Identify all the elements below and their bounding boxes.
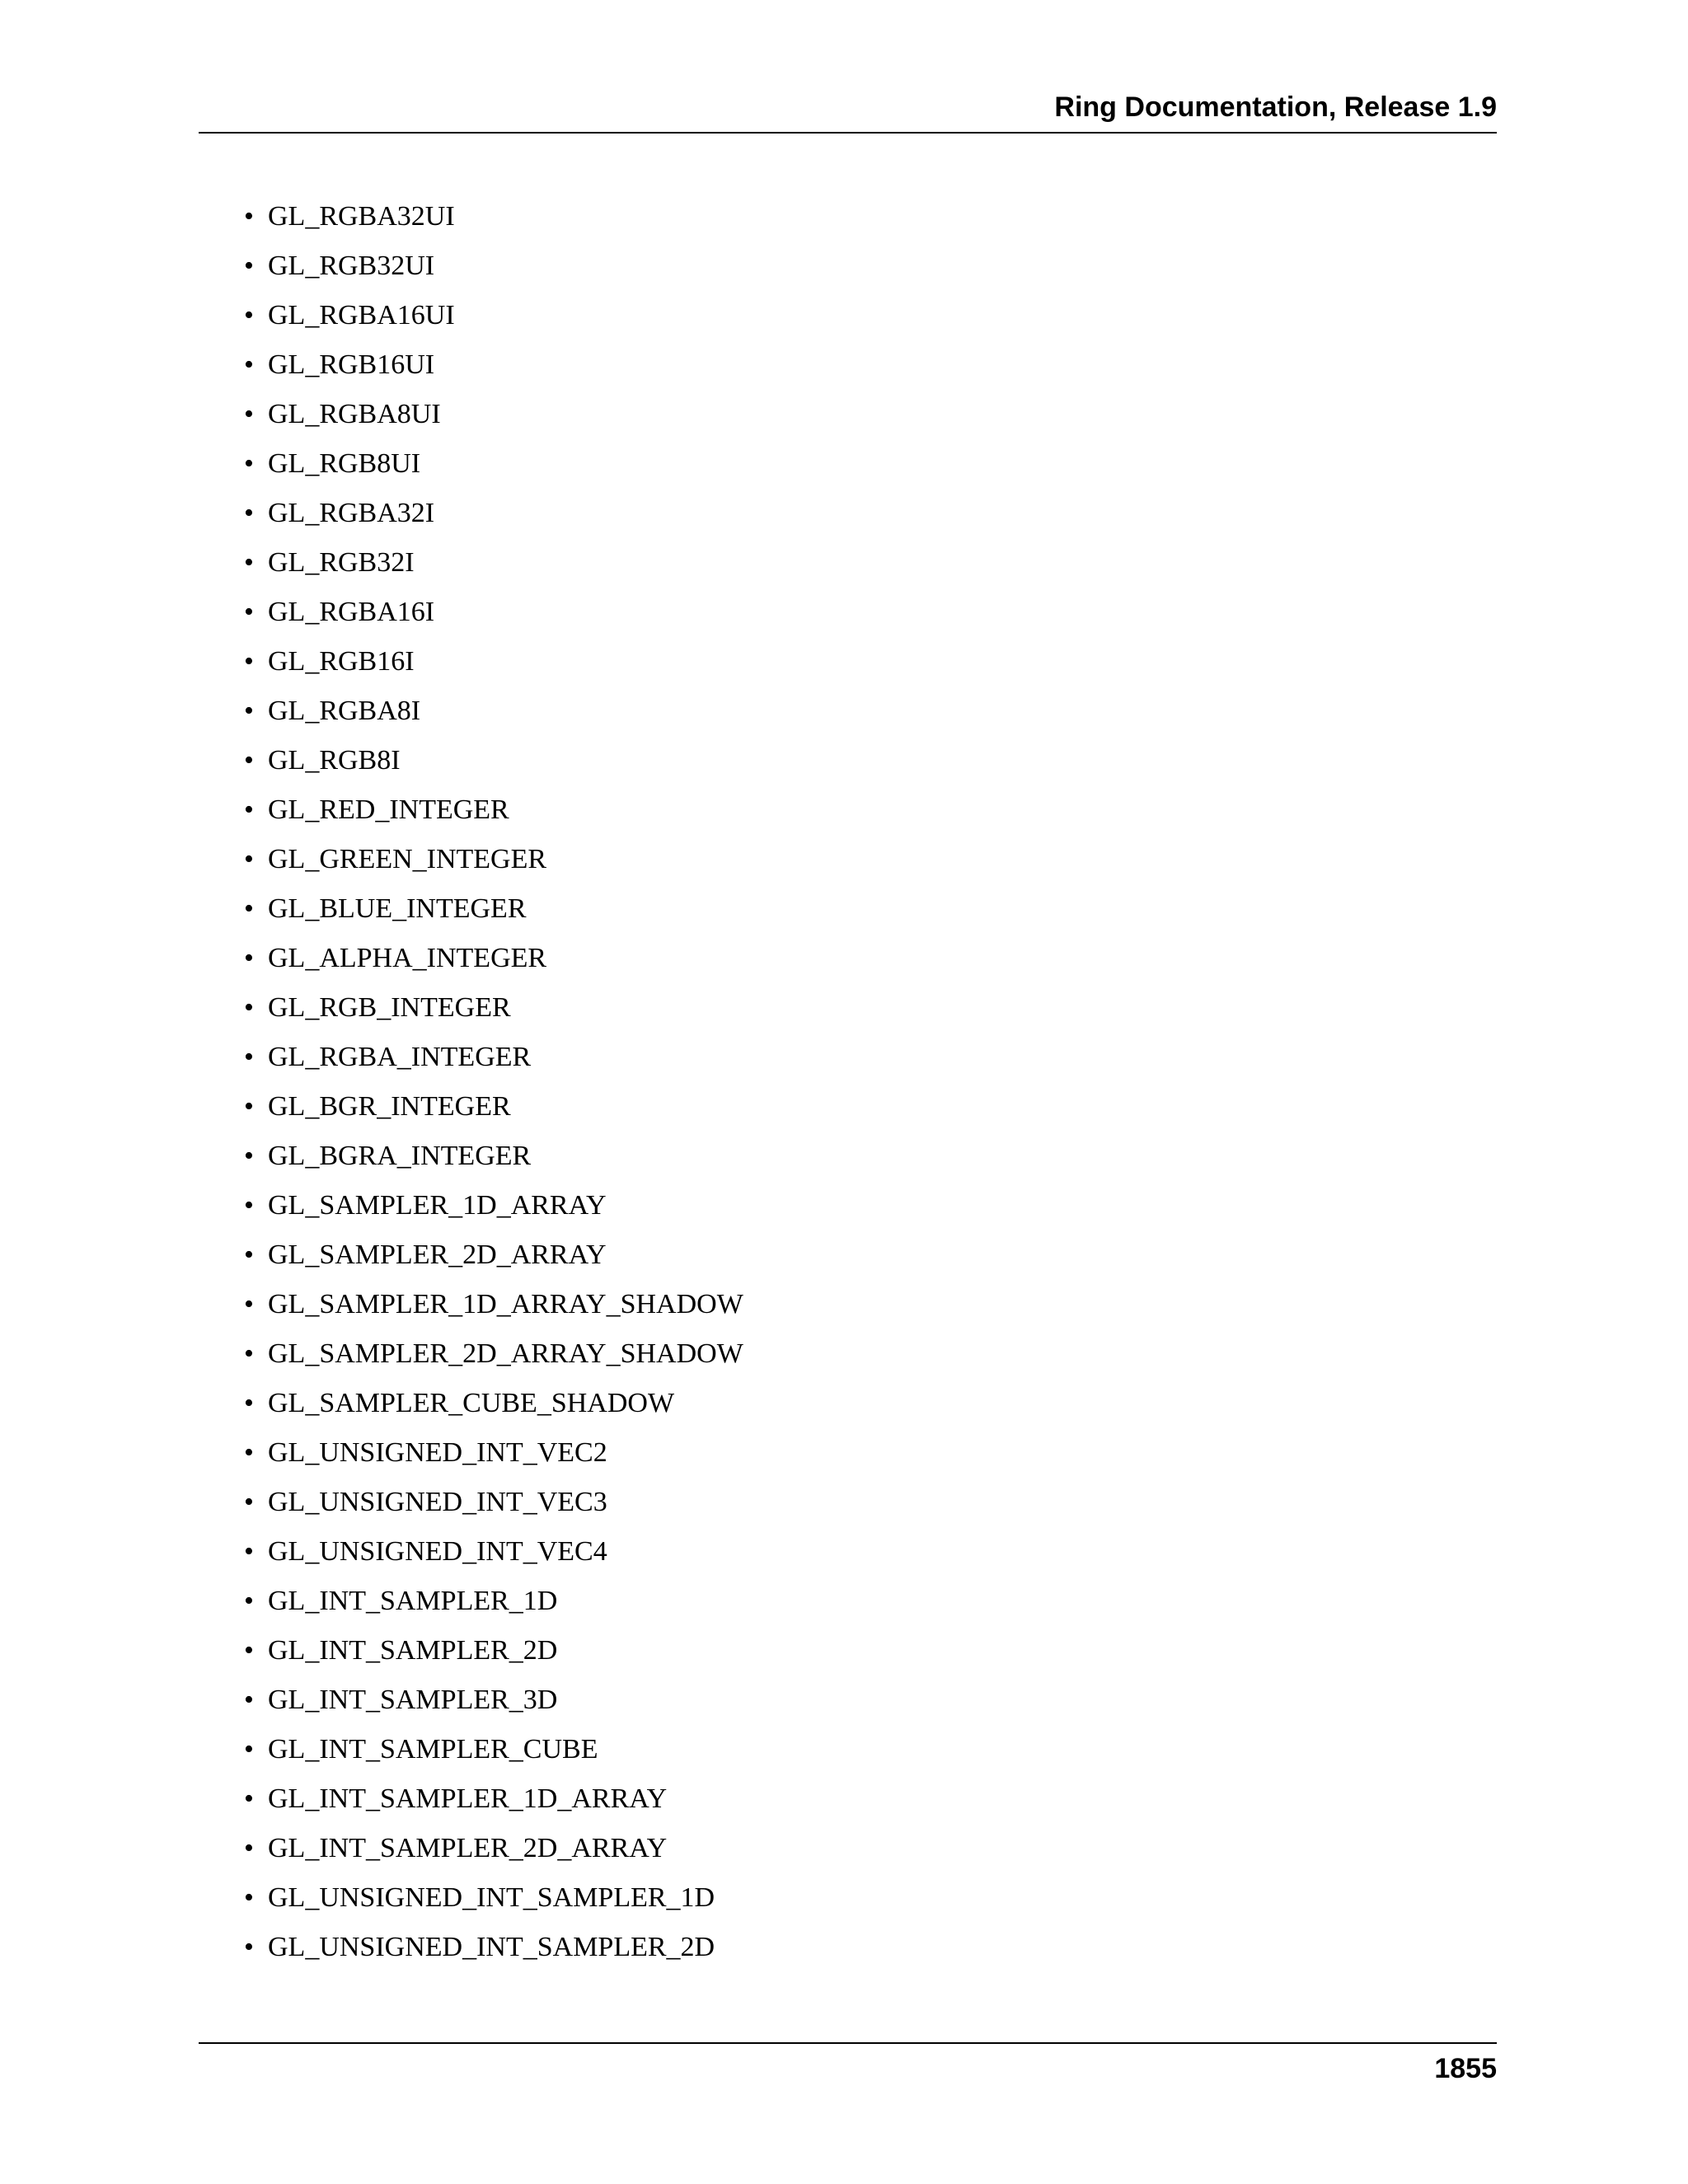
bullet-icon: •	[244, 1833, 254, 1863]
bullet-icon: •	[244, 300, 254, 330]
page-number: 1855	[1434, 2053, 1497, 2084]
bullet-icon: •	[244, 1635, 254, 1666]
list-item-text: GL_RGBA32UI	[268, 201, 455, 232]
list-item-text: GL_UNSIGNED_INT_VEC3	[268, 1487, 607, 1517]
bullet-icon: •	[244, 1734, 254, 1765]
page-header	[199, 91, 1497, 134]
list-item-text: GL_SAMPLER_2D_ARRAY_SHADOW	[268, 1338, 743, 1369]
bullet-icon: •	[244, 1042, 254, 1072]
header-title: Ring Documentation, Release 1.9	[1054, 91, 1497, 123]
bullet-icon: •	[244, 1388, 254, 1418]
list-item-text: GL_INT_SAMPLER_1D_ARRAY	[268, 1783, 668, 1814]
bullet-icon: •	[244, 794, 254, 825]
list-item-text: GL_RGB_INTEGER	[268, 992, 511, 1023]
list-item-text: GL_UNSIGNED_INT_VEC4	[268, 1536, 607, 1567]
bullet-icon: •	[244, 1437, 254, 1468]
bullet-icon: •	[244, 251, 254, 281]
list-item-text: GL_RGB16I	[268, 646, 415, 677]
bullet-icon: •	[244, 1338, 254, 1369]
bullet-icon: •	[244, 597, 254, 627]
list-item-text: GL_RGBA32I	[268, 498, 435, 528]
list-item-text: GL_RGBA8I	[268, 696, 421, 726]
bullet-icon: •	[244, 1190, 254, 1221]
page-footer	[199, 2042, 1497, 2093]
bullet-icon: •	[244, 745, 254, 776]
bullet-icon: •	[244, 943, 254, 973]
bullet-icon: •	[244, 844, 254, 874]
bullet-icon: •	[244, 1783, 254, 1814]
list-item-text: GL_INT_SAMPLER_CUBE	[268, 1734, 598, 1765]
bullet-icon: •	[244, 1932, 254, 1962]
bullet-icon: •	[244, 399, 254, 429]
list-item-text: GL_INT_SAMPLER_2D	[268, 1635, 558, 1666]
list-item-text: GL_SAMPLER_CUBE_SHADOW	[268, 1388, 675, 1418]
bullet-icon: •	[244, 1586, 254, 1616]
list-item-text: GL_UNSIGNED_INT_VEC2	[268, 1437, 607, 1468]
list-item-text: GL_GREEN_INTEGER	[268, 844, 547, 874]
list-item-text: GL_RGB8UI	[268, 448, 421, 479]
bullet-icon: •	[244, 201, 254, 232]
bullet-icon: •	[244, 448, 254, 479]
list-item-text: GL_RGBA16I	[268, 597, 435, 627]
bullet-icon: •	[244, 1685, 254, 1715]
list-item-text: GL_RGBA8UI	[268, 399, 441, 429]
bullet-icon: •	[244, 1289, 254, 1319]
list-item-text: GL_INT_SAMPLER_1D	[268, 1586, 558, 1616]
bullet-icon: •	[244, 893, 254, 924]
list-item-text: GL_BLUE_INTEGER	[268, 893, 527, 924]
list-item-text: GL_SAMPLER_2D_ARRAY	[268, 1240, 607, 1270]
list-item-text: GL_UNSIGNED_INT_SAMPLER_1D	[268, 1882, 715, 1913]
bullet-icon: •	[244, 1240, 254, 1270]
list-item-text: GL_BGRA_INTEGER	[268, 1141, 532, 1171]
bullet-icon: •	[244, 349, 254, 380]
list-item-text: GL_RGBA_INTEGER	[268, 1042, 532, 1072]
list-item-text: GL_ALPHA_INTEGER	[268, 943, 547, 973]
bullet-icon: •	[244, 646, 254, 677]
bullet-icon: •	[244, 1536, 254, 1567]
bullet-icon: •	[244, 992, 254, 1023]
list-item-text: GL_SAMPLER_1D_ARRAY_SHADOW	[268, 1289, 743, 1319]
list-item-text: GL_RGB32I	[268, 547, 415, 578]
list-item-text: GL_RGB8I	[268, 745, 401, 776]
bullet-icon: •	[244, 696, 254, 726]
list-item-text: GL_INT_SAMPLER_2D_ARRAY	[268, 1833, 668, 1863]
bullet-icon: •	[244, 547, 254, 578]
bullet-icon: •	[244, 1141, 254, 1171]
bullet-icon: •	[244, 1091, 254, 1122]
list-item-text: GL_RGB32UI	[268, 251, 435, 281]
list-item-text: GL_SAMPLER_1D_ARRAY	[268, 1190, 607, 1221]
list-item-text: GL_RED_INTEGER	[268, 794, 509, 825]
list-item-text: GL_INT_SAMPLER_3D	[268, 1685, 558, 1715]
list-item-text: GL_RGBA16UI	[268, 300, 455, 330]
list-item-text: GL_UNSIGNED_INT_SAMPLER_2D	[268, 1932, 715, 1962]
bullet-icon: •	[244, 1487, 254, 1517]
bullet-icon: •	[244, 1882, 254, 1913]
bullet-icon: •	[244, 498, 254, 528]
list-item-text: GL_RGB16UI	[268, 349, 435, 380]
list-item-text: GL_BGR_INTEGER	[268, 1091, 511, 1122]
